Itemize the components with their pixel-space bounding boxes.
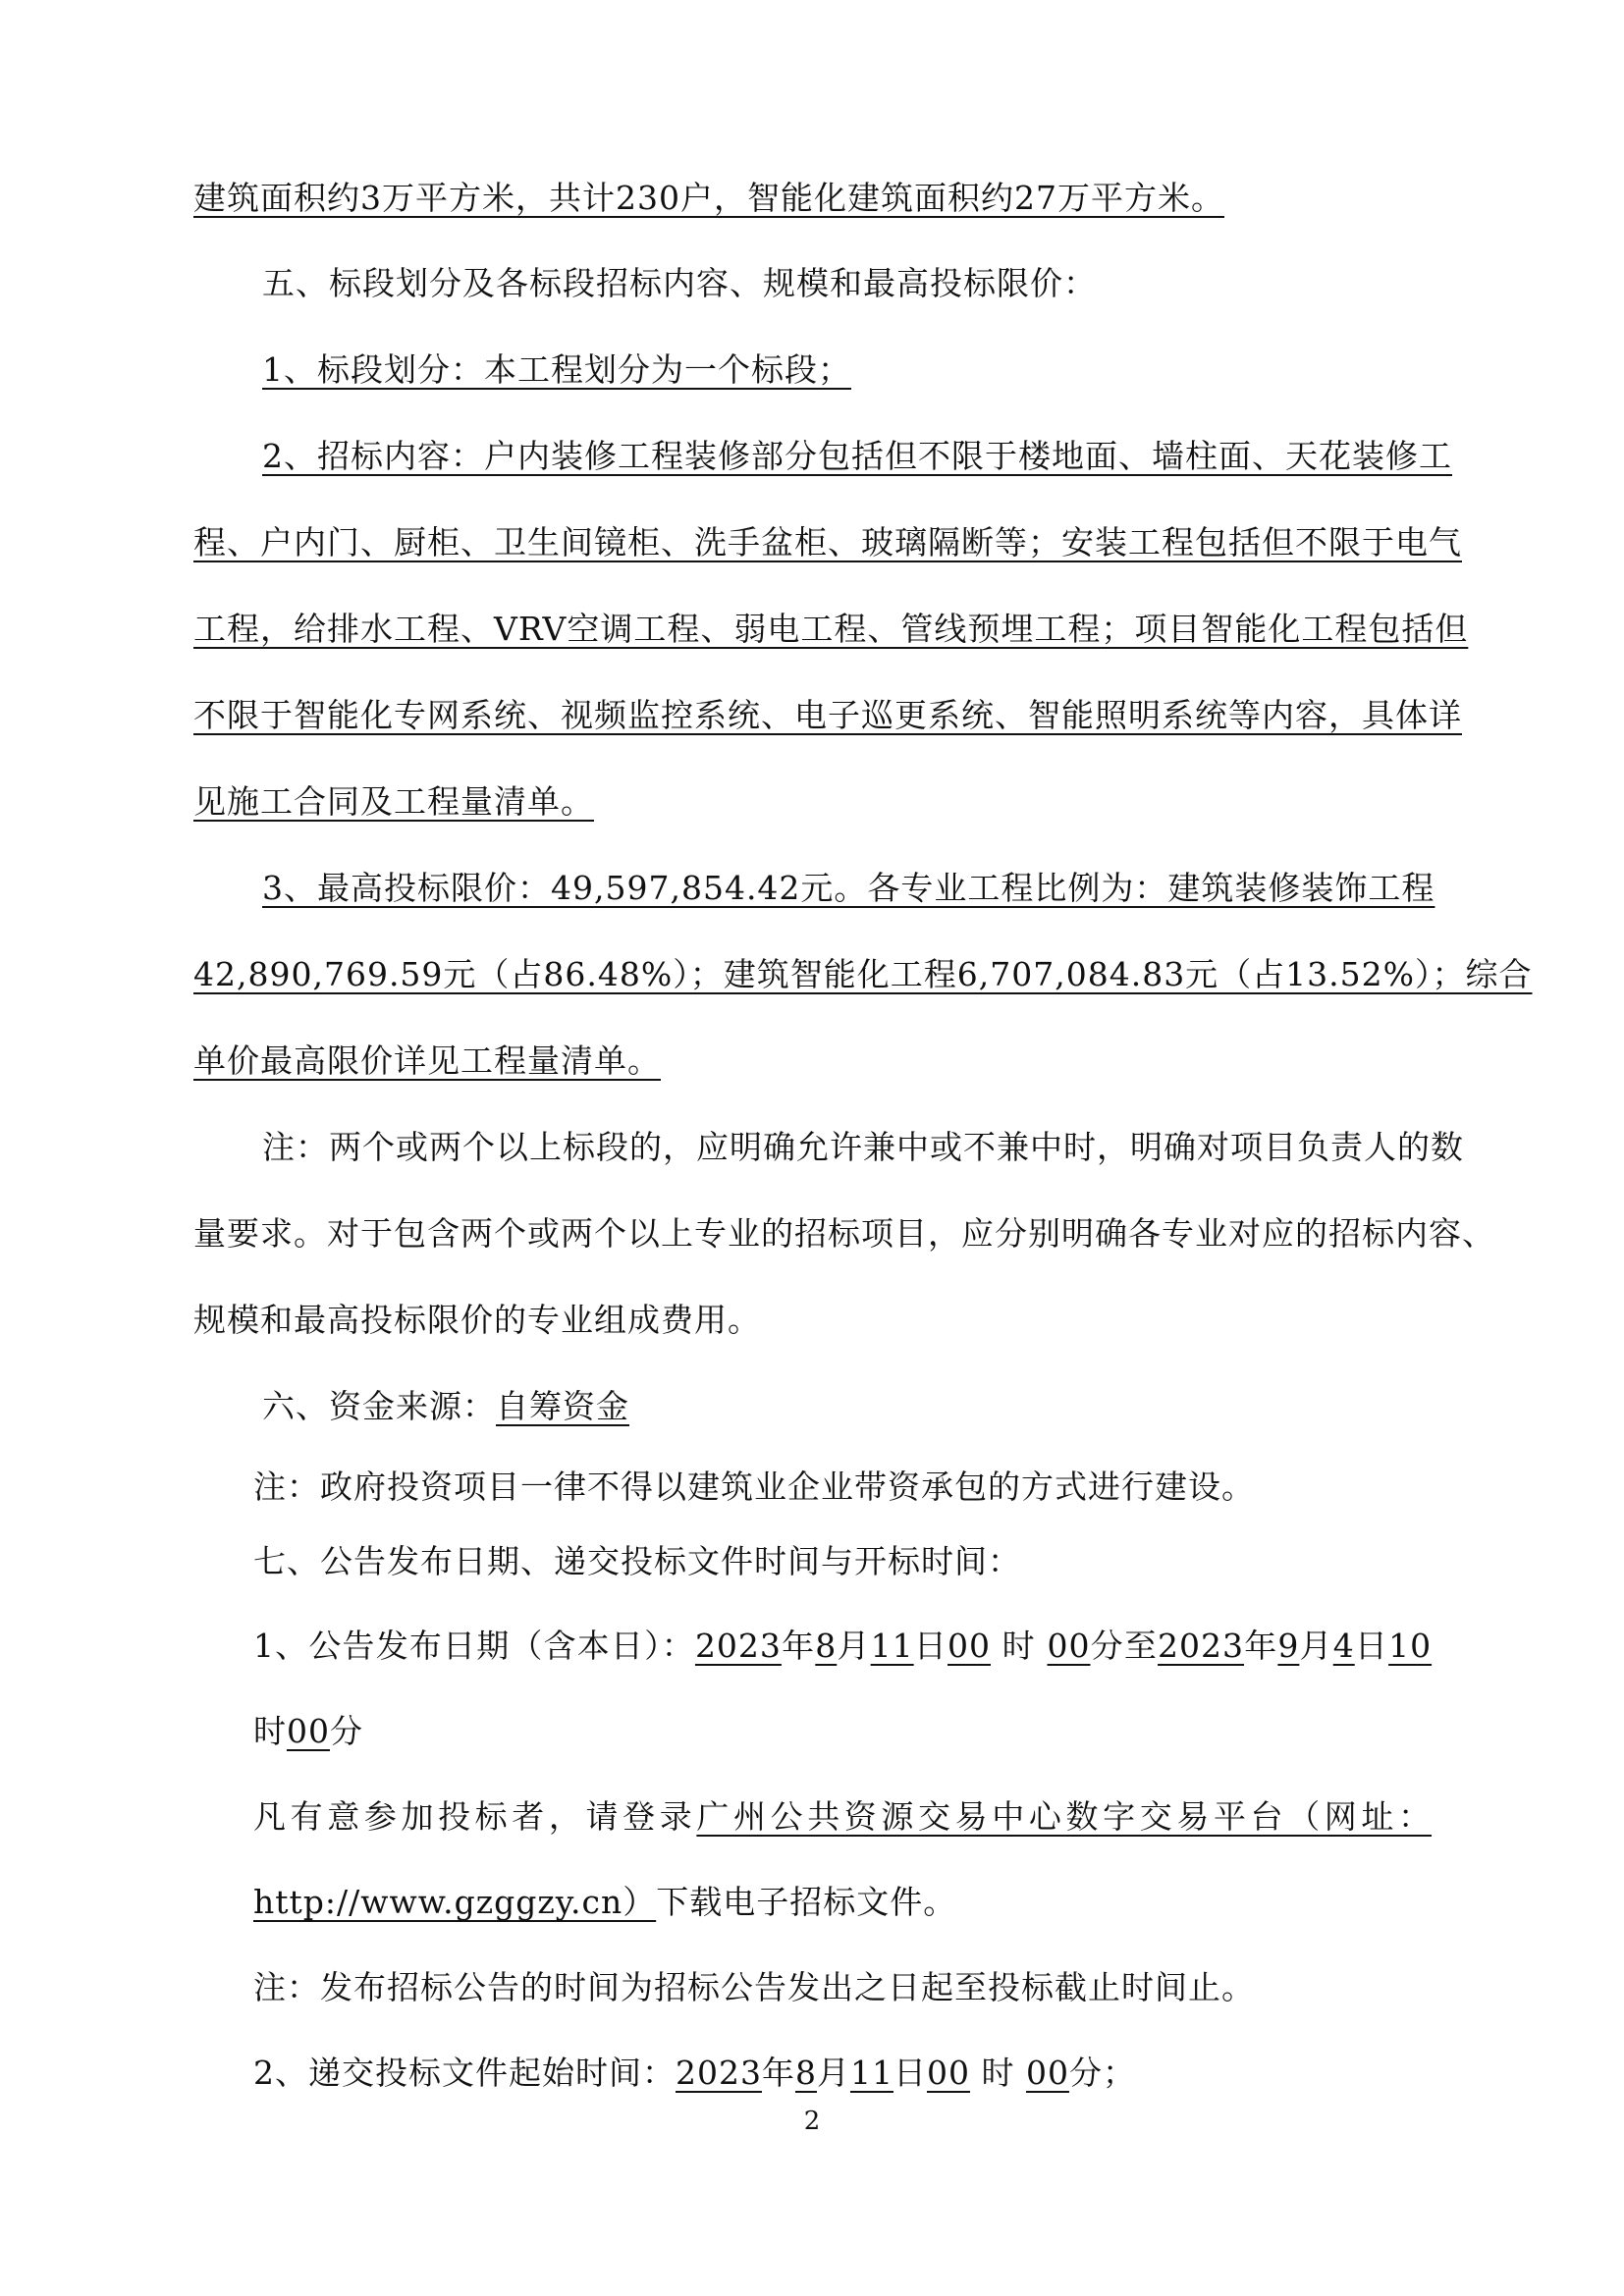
text-line: 3、最高投标限价：49,597,854.42元。各专业工程比例为：建筑装修装饰工程 bbox=[262, 869, 1435, 907]
text-line: 程、户内门、厨柜、卫生间镜柜、洗手盆柜、玻璃隔断等；安装工程包括但不限于电气 bbox=[193, 523, 1462, 561]
note-line: 注：发布招标公告的时间为招标公告发出之日起至投标截止时间止。 bbox=[253, 1968, 1255, 2006]
note-line: 量要求。对于包含两个或两个以上专业的招标项目，应分别明确各专业对应的招标内容、 bbox=[193, 1214, 1495, 1253]
note-line: 注：两个或两个以上标段的，应明确允许兼中或不兼中时，明确对项目负责人的数 bbox=[262, 1128, 1464, 1166]
page-number: 2 bbox=[803, 2107, 821, 2136]
text-line: 不限于智能化专网系统、视频监控系统、电子巡更系统、智能照明系统等内容，具体详 bbox=[193, 696, 1462, 734]
text-line: 2、招标内容：户内装修工程装修部分包括但不限于楼地面、墙柱面、天花装修工 bbox=[262, 437, 1452, 475]
platform-url-link[interactable]: http://www.gzggzy.cn） bbox=[253, 1883, 657, 1921]
publish-date-line: 1、公告发布日期（含本日）：2023年8月11日00 时 00分至2023年9月4日10 bbox=[253, 1627, 1433, 1665]
note-line: 注：政府投资项目一律不得以建筑业企业带资承包的方式进行建设。 bbox=[253, 1468, 1255, 1506]
download-instruction-line-cont: http://www.gzggzy.cn）下载电子招标文件。 bbox=[253, 1883, 957, 1921]
text-line: 1、标段划分：本工程划分为一个标段； bbox=[262, 350, 851, 389]
section-heading: 五、标段划分及各标段招标内容、规模和最高投标限价： bbox=[262, 264, 1097, 302]
download-instruction-line: 凡有意参加投标者，请登录广州公共资源交易中心数字交易平台（网址： bbox=[253, 1797, 1433, 1836]
section-heading: 七、公告发布日期、递交投标文件时间与开标时间： bbox=[253, 1542, 1021, 1580]
text-line: 建筑面积约3万平方米，共计230户，智能化建筑面积约27万平方米。 bbox=[193, 179, 1224, 217]
submission-start-line: 2、递交投标文件起始时间：2023年8月11日00 时 00分； bbox=[253, 2054, 1136, 2092]
funding-source-line bbox=[262, 1385, 1433, 1428]
publish-date-line-cont: 时00分 bbox=[253, 1712, 363, 1750]
funding-label: 六、资金来源： bbox=[262, 1387, 496, 1425]
platform-name-link[interactable]: 广州公共资源交易中心数字交易平台（网址： bbox=[696, 1797, 1433, 1836]
text-line: 单价最高限价详见工程量清单。 bbox=[193, 1041, 661, 1080]
text-line: 42,890,769.59元（占86.48%）；建筑智能化工程6,707,084.83元（占13.52%）；综合 bbox=[193, 955, 1533, 993]
text-line: 见施工合同及工程量清单。 bbox=[193, 782, 594, 821]
text-line: 工程，给排水工程、VRV空调工程、弱电工程、管线预埋工程；项目智能化工程包括但 bbox=[193, 610, 1469, 648]
funding-value: 自筹资金 bbox=[496, 1387, 629, 1425]
note-line: 规模和最高投标限价的专业组成费用。 bbox=[193, 1301, 761, 1339]
